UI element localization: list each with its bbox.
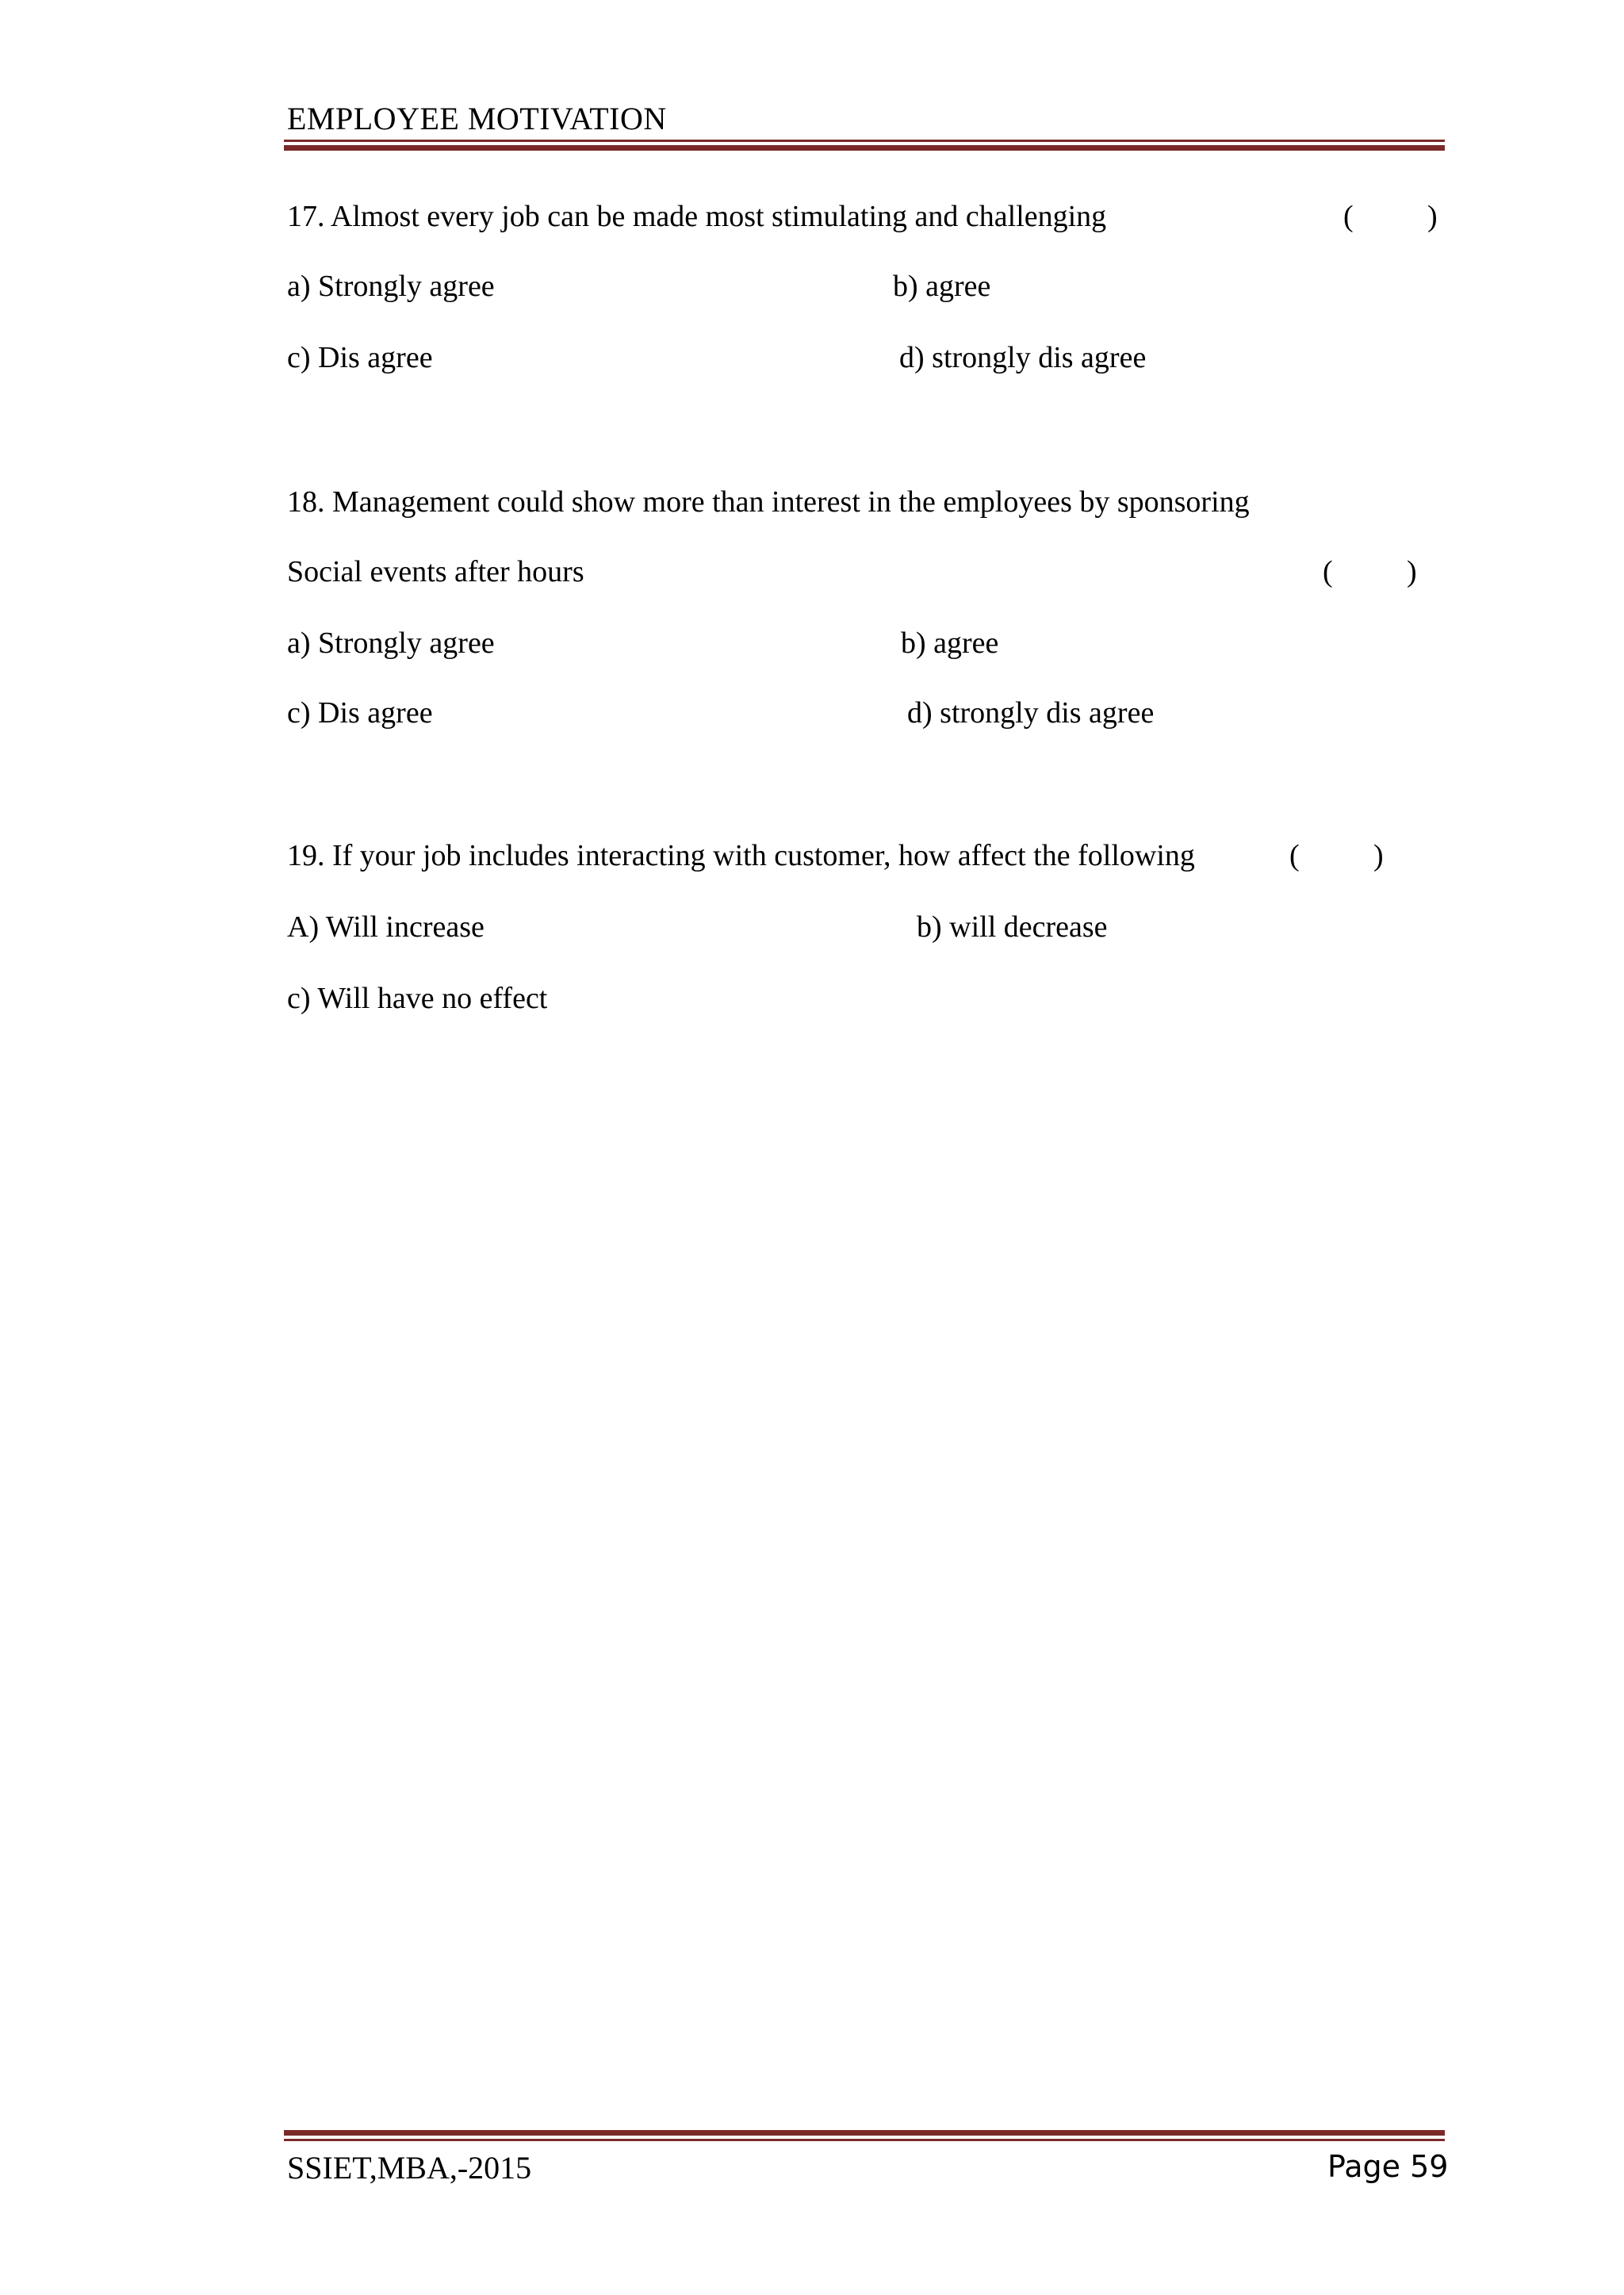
question-text-continued: Social events after hours [287,555,584,588]
header-title: EMPLOYEE MOTIVATION [287,101,667,136]
answer-bracket-open: ( [1323,555,1333,588]
option-c: c) Dis agree [287,341,433,374]
option-c: c) Dis agree [287,696,433,730]
answer-bracket-close: ) [1427,200,1438,233]
option-b: b) will decrease [917,910,1108,944]
option-a: a) Strongly agree [287,626,495,660]
option-a: A) Will increase [287,910,485,944]
option-b: b) agree [901,626,999,660]
option-a: a) Strongly agree [287,270,495,303]
footer-rule [284,2130,1445,2141]
option-b: b) agree [893,270,991,303]
answer-bracket-open: ( [1343,200,1354,233]
answer-bracket-close: ) [1407,555,1417,588]
question-text: 17. Almost every job can be made most stimulating and challenging [287,200,1107,233]
question-text: 18. Management could show more than interest in the employees by sponsoring [287,485,1250,519]
option-d: d) strongly dis agree [907,696,1155,730]
option-c: c) Will have no effect [287,982,548,1015]
footer-institution: SSIET,MBA,-2015 [287,2150,532,2186]
question-text: 19. If your job includes interacting with customer, how affect the following [287,839,1195,872]
answer-bracket-open: ( [1289,839,1300,872]
header-rule [284,140,1445,151]
page-number: Page 59 [1327,2149,1449,2184]
answer-bracket-close: ) [1373,839,1384,872]
option-d: d) strongly dis agree [899,341,1147,374]
